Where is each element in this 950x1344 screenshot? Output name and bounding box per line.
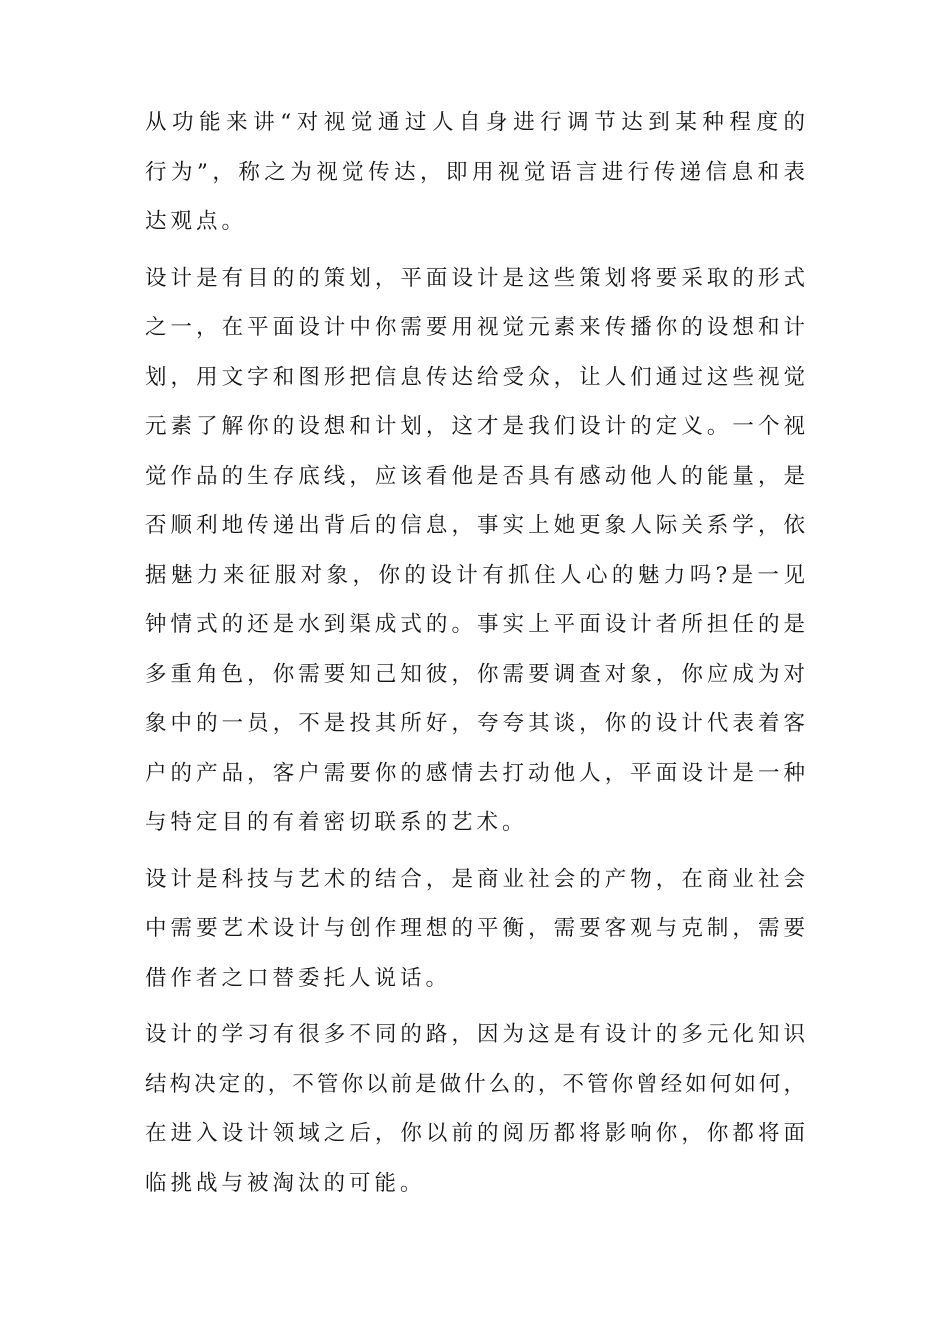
text-line: 钟情式的还是水到渠成式的。事实上平面设计者所担任的是 <box>145 612 805 637</box>
paragraph <box>145 1010 805 1208</box>
text-line: 借作者之口替委托人说话。 <box>145 965 452 991</box>
text-line: 划，用文字和图形把信息传达给受众，让人们通过这些视觉 <box>145 364 805 390</box>
text-line: 结构决定的，不管你以前是做什么的，不管你曾经如何如何， <box>145 1071 805 1097</box>
text-line: 设计的学习有很多不同的路，因为这是有设计的多元化知识 <box>145 1022 805 1047</box>
text-line: 户的产品，客户需要你的感情去打动他人，平面设计是一种 <box>145 760 805 786</box>
text-line: 临挑战与被淘汰的可能。 <box>145 1170 426 1196</box>
paragraph <box>145 254 805 848</box>
text-line: 设计是科技与艺术的结合，是商业社会的产物，在商业社会 <box>145 866 805 892</box>
text-line: 多重角色，你需要知己知彼，你需要调查对象，你应成为对 <box>145 661 805 687</box>
text-line: 达观点。 <box>145 209 248 234</box>
text-line: 与特定目的有着密切联系的艺术。 <box>145 810 528 835</box>
paragraph <box>145 855 805 1004</box>
text-line: 中需要艺术设计与创作理想的平衡，需要客观与克制，需要 <box>145 916 805 941</box>
text-line: 否顺利地传递出背后的信息，事实上她更象人际关系学，依 <box>145 513 805 538</box>
text-line: 元素了解你的设想和计划，这才是我们设计的定义。一个视 <box>145 414 805 439</box>
text-line: 行为”，称之为视觉传达，即用视觉语言进行传递信息和表 <box>145 159 805 185</box>
text-line: 之一，在平面设计中你需要用视觉元素来传播你的设想和计 <box>145 315 805 340</box>
text-line: 在进入设计领域之后，你以前的阅历都将影响你，你都将面 <box>145 1121 805 1146</box>
text-line: 从功能来讲“对视觉通过人自身进行调节达到某种程度的 <box>145 110 805 135</box>
paragraph <box>145 98 805 247</box>
text-line: 设计是有目的的策划，平面设计是这些策划将要采取的形式 <box>145 265 805 291</box>
text-line: 觉作品的生存底线，应该看他是否具有感动他人的能量，是 <box>145 463 805 489</box>
document-body <box>145 98 805 1215</box>
text-line: 象中的一员，不是投其所好，夸夸其谈，你的设计代表着客 <box>145 711 805 736</box>
text-line: 据魅力来征服对象，你的设计有抓住人心的魅力吗?是一见 <box>145 562 805 588</box>
